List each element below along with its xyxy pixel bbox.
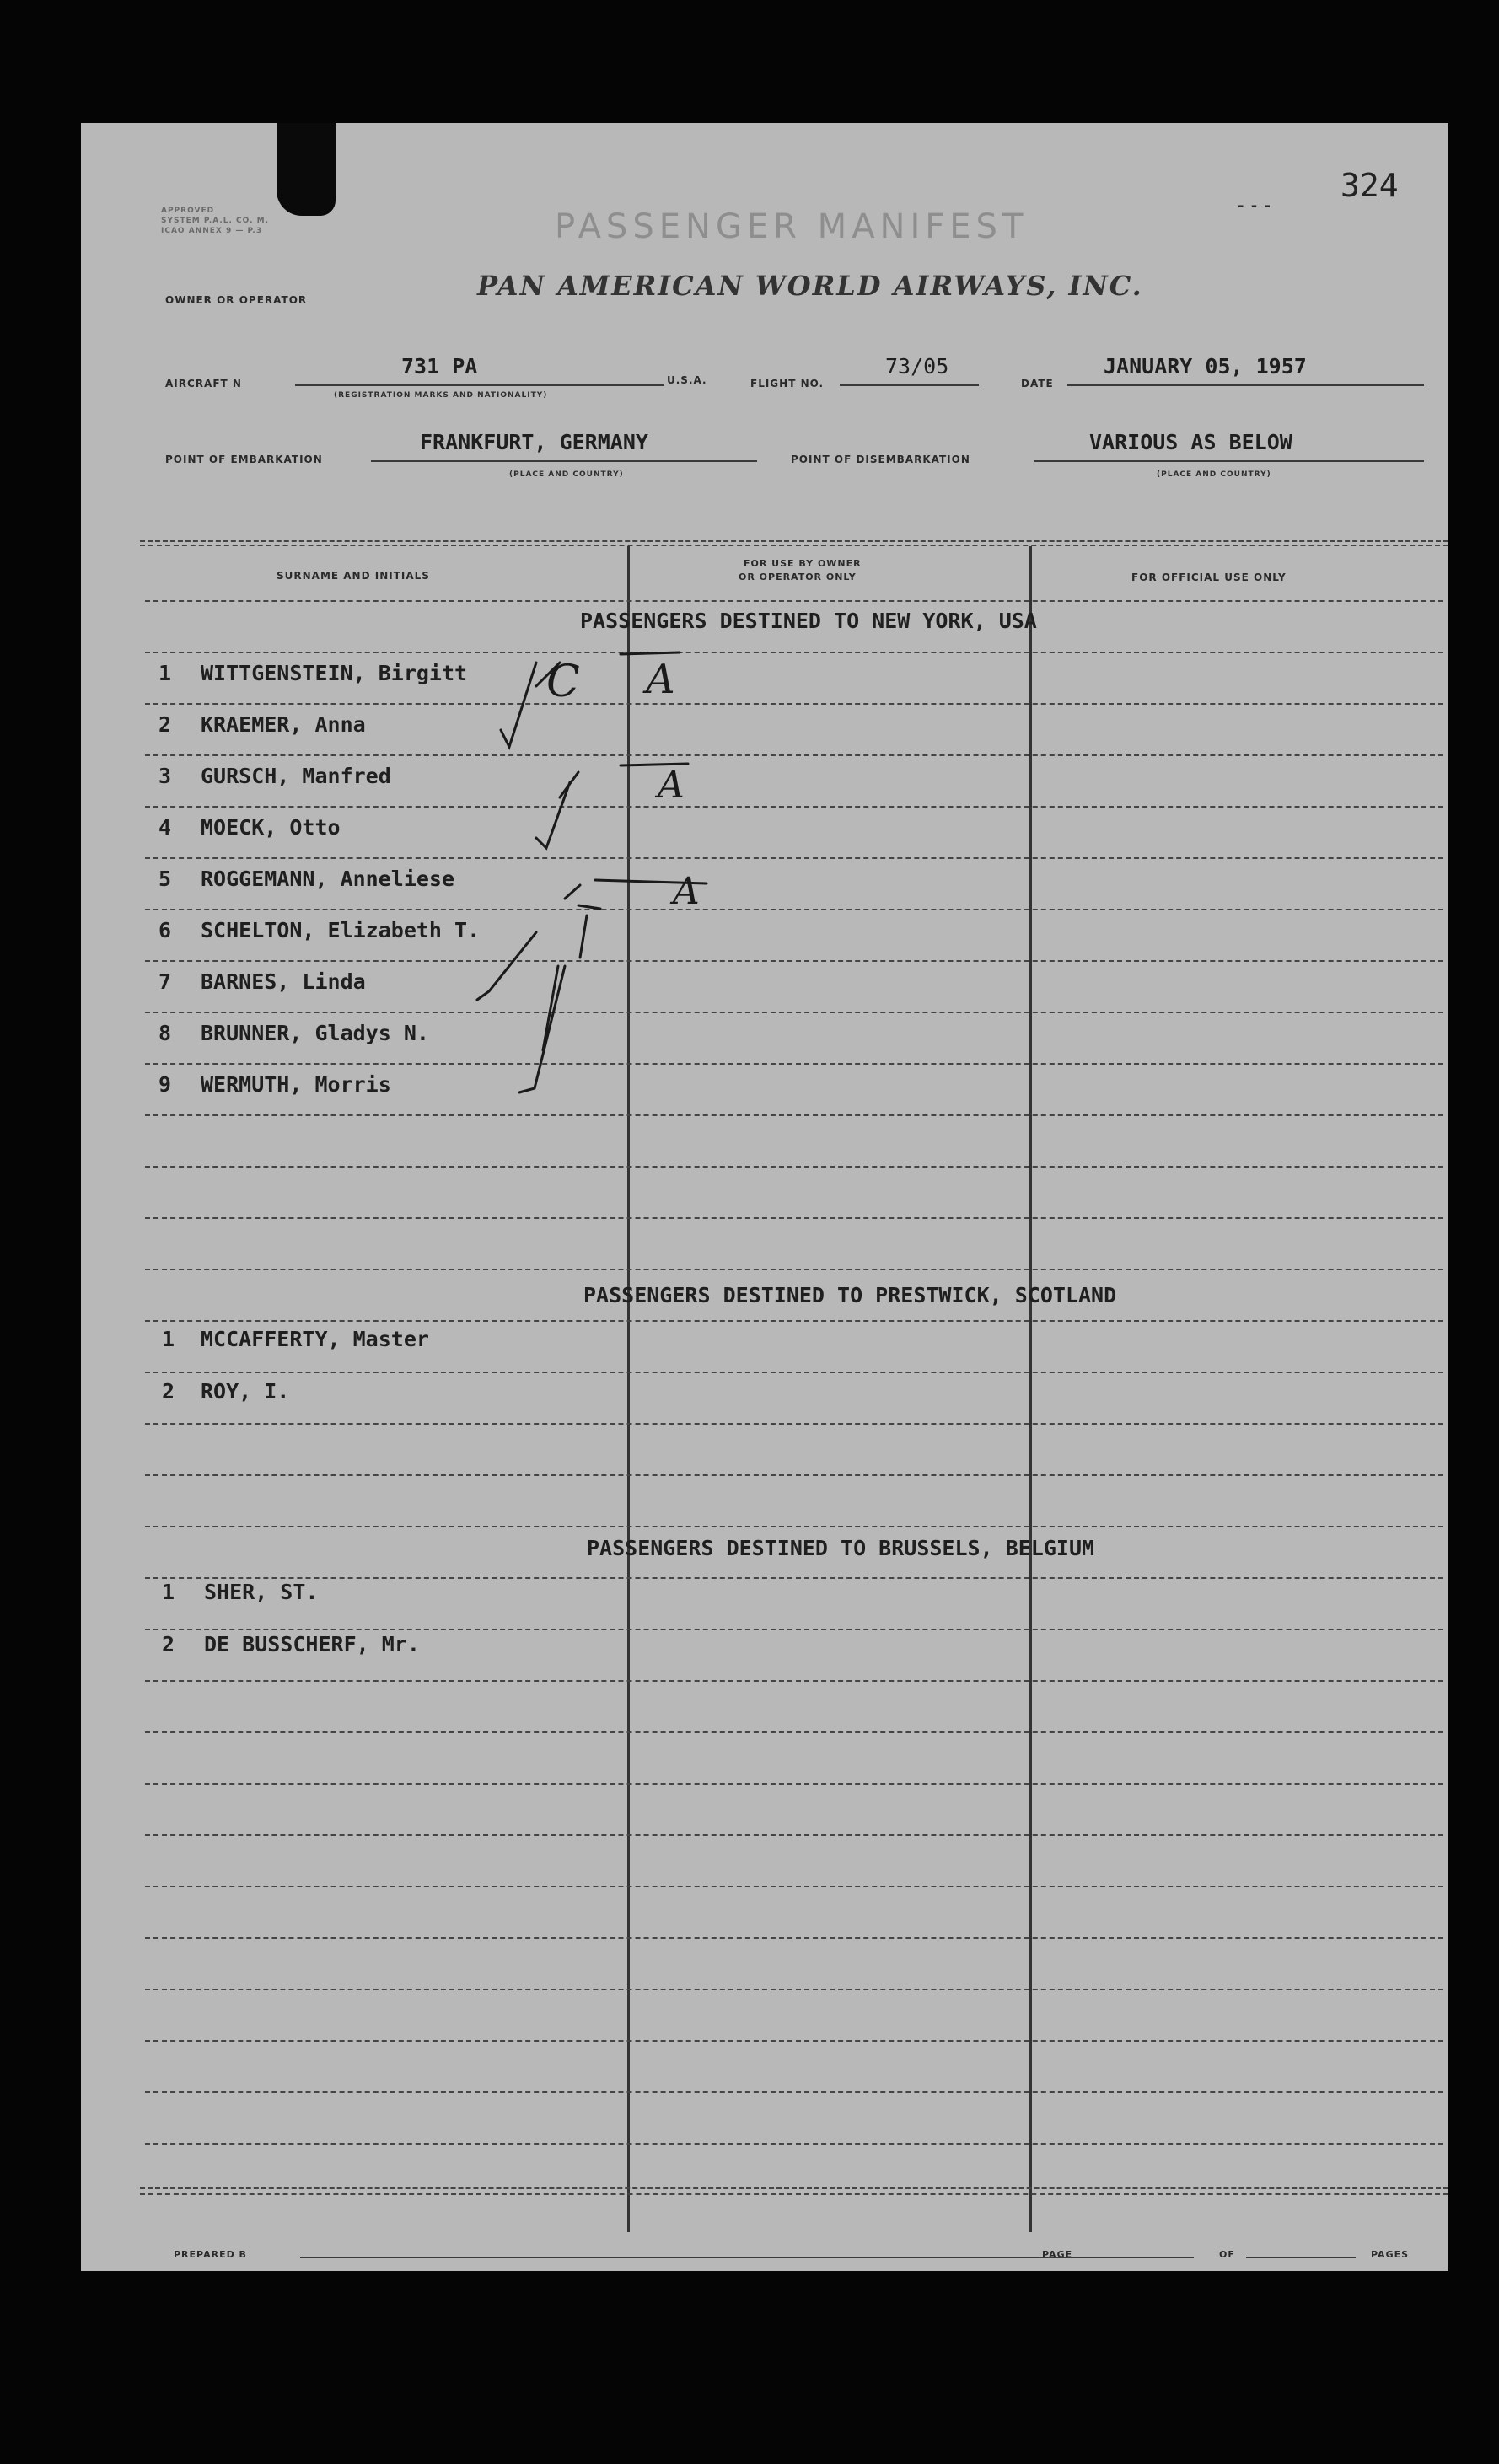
stamp-line: ICAO ANNEX 9 — P.3 bbox=[161, 227, 263, 235]
flight-label: FLIGHT NO. bbox=[750, 378, 825, 389]
manifest-sheet bbox=[81, 123, 1448, 2271]
check-mark bbox=[519, 966, 565, 1092]
footer-prepared-line bbox=[300, 2257, 1118, 2258]
footer-of-label: OF bbox=[1219, 2249, 1235, 2260]
check-mark bbox=[565, 885, 580, 899]
passenger-name: WITTGENSTEIN, Birgitt bbox=[201, 661, 468, 685]
stamp-line: SYSTEM P.A.L. CO. M. bbox=[161, 217, 270, 225]
passenger-name: SHER, ST. bbox=[204, 1580, 319, 1604]
row-number: 1 bbox=[162, 1580, 175, 1604]
date-label: DATE bbox=[1021, 378, 1054, 389]
disembark-value: VARIOUS AS BELOW bbox=[1089, 430, 1292, 454]
disembark-label: POINT OF DISEMBARKATION bbox=[791, 454, 970, 465]
check-mark bbox=[560, 772, 578, 797]
row-number: 4 bbox=[158, 815, 172, 840]
row-number: 5 bbox=[158, 867, 172, 891]
embark-value: FRANKFURT, GERMANY bbox=[420, 430, 648, 454]
footer-page-label: PAGE bbox=[1042, 2249, 1073, 2260]
passenger-name: WERMUTH, Morris bbox=[201, 1072, 391, 1097]
col-name-header: SURNAME AND INITIALS bbox=[277, 570, 430, 582]
footer-rule-2 bbox=[140, 2193, 1448, 2195]
owner-label: OWNER OR OPERATOR bbox=[165, 294, 308, 306]
embark-place-note: (PLACE AND COUNTRY) bbox=[509, 470, 624, 479]
section-heading: PASSENGERS DESTINED TO PRESTWICK, SCOTLAND bbox=[583, 1283, 1117, 1307]
footer-prepared-label: PREPARED B bbox=[174, 2249, 247, 2260]
stamp-line: APPROVED bbox=[161, 207, 215, 215]
footer-page-line bbox=[1093, 2257, 1194, 2258]
row-number: 1 bbox=[158, 661, 172, 685]
row-number: 2 bbox=[162, 1632, 175, 1656]
handwritten-letter: A bbox=[646, 656, 675, 703]
passenger-name: ROY, I. bbox=[201, 1379, 290, 1404]
row-number: 6 bbox=[158, 918, 172, 942]
row-number: 2 bbox=[162, 1379, 175, 1404]
footer-rule bbox=[140, 2187, 1448, 2189]
row-number: 2 bbox=[158, 712, 172, 737]
handwritten-check-marks bbox=[81, 123, 1448, 2271]
col-owner-header-2: OR OPERATOR ONLY bbox=[739, 572, 857, 582]
passenger-name: KRAEMER, Anna bbox=[201, 712, 366, 737]
flight-value: 73/05 bbox=[885, 354, 949, 378]
passenger-name: MOECK, Otto bbox=[201, 815, 341, 840]
registration-note: (REGISTRATION MARKS AND NATIONALITY) bbox=[334, 391, 548, 400]
usa-label: U.S.A. bbox=[667, 374, 707, 386]
row-number: 3 bbox=[158, 764, 172, 788]
aircraft-label: AIRCRAFT N bbox=[165, 378, 242, 389]
footer-pages-label: PAGES bbox=[1371, 2249, 1410, 2260]
passenger-name: DE BUSSCHERF, Mr. bbox=[204, 1632, 420, 1656]
row-number: 7 bbox=[158, 969, 172, 994]
check-mark bbox=[580, 915, 587, 958]
aircraft-value: 731 PA bbox=[401, 354, 478, 378]
row-number: 8 bbox=[158, 1021, 172, 1045]
handwritten-letter: A bbox=[658, 764, 685, 807]
passenger-name: BRUNNER, Gladys N. bbox=[201, 1021, 429, 1045]
page-dashes: - - - bbox=[1238, 197, 1271, 215]
section-heading: PASSENGERS DESTINED TO NEW YORK, USA bbox=[580, 609, 1037, 633]
owner-value: PAN AMERICAN WORLD AIRWAYS, INC. bbox=[477, 270, 1143, 302]
col-owner-header-1: FOR USE BY OWNER bbox=[744, 558, 862, 569]
handwritten-letter: A bbox=[673, 870, 700, 913]
row-number: 9 bbox=[158, 1072, 172, 1097]
passenger-name: SCHELTON, Elizabeth T. bbox=[201, 918, 481, 942]
embark-label: POINT OF EMBARKATION bbox=[165, 454, 323, 465]
date-value: JANUARY 05, 1957 bbox=[1104, 354, 1307, 378]
footer-of-line bbox=[1246, 2257, 1356, 2258]
check-mark bbox=[543, 966, 558, 1050]
page-number: 324 bbox=[1341, 167, 1399, 204]
passenger-name: GURSCH, Manfred bbox=[201, 764, 391, 788]
passenger-name: ROGGEMANN, Anneliese bbox=[201, 867, 455, 891]
check-mark bbox=[477, 932, 536, 1000]
check-mark bbox=[578, 905, 600, 909]
handwritten-letter: C bbox=[546, 657, 580, 707]
check-mark bbox=[501, 663, 536, 747]
letter-stroke bbox=[621, 652, 680, 654]
section-heading: PASSENGERS DESTINED TO BRUSSELS, BELGIUM bbox=[587, 1536, 1095, 1560]
passenger-name: MCCAFFERTY, Master bbox=[201, 1327, 429, 1351]
col-official-header: FOR OFFICIAL USE ONLY bbox=[1131, 572, 1287, 583]
form-title: PASSENGER MANIFEST bbox=[555, 207, 1029, 246]
row-number: 1 bbox=[162, 1327, 175, 1351]
disembark-place-note: (PLACE AND COUNTRY) bbox=[1157, 470, 1271, 479]
passenger-name: BARNES, Linda bbox=[201, 969, 366, 994]
